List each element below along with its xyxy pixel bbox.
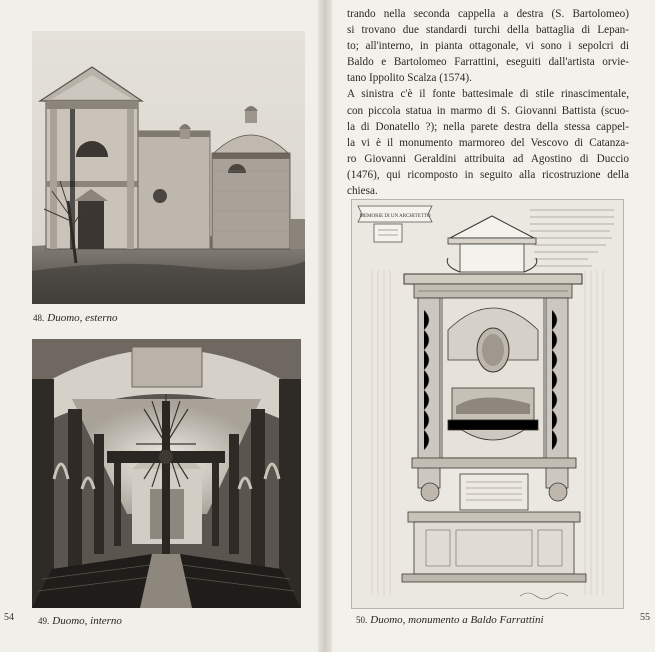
figure-49-caption: [38, 615, 122, 627]
figure-48-number: 48.: [33, 313, 45, 323]
figure-50-number: 50.: [356, 615, 368, 625]
handwritten-notes: [530, 210, 614, 266]
engraving-banner-text: MEMORIE DI UN ARCHITETTO: [359, 214, 431, 219]
banner-scroll: [358, 206, 432, 242]
figure-49-number: 49.: [38, 616, 50, 626]
figure-49-text: Duomo, interno: [52, 615, 122, 627]
monument-engraving-illustration: [352, 200, 623, 608]
page-number-left: 54: [4, 612, 14, 623]
book-gutter: [318, 0, 332, 652]
photo-duomo-exterior: [32, 31, 305, 304]
paragraph-1: [347, 6, 629, 86]
text-line: si trovano due standardi turchi della battaglia di Lepan-: [347, 24, 629, 37]
figure-50-text: Duomo, monumento a Baldo Farrattini: [370, 614, 544, 626]
text-line: tano Ippolito Scalza (1574).: [347, 72, 472, 85]
page-number-right: 55: [640, 612, 650, 623]
figure-50-caption: [356, 614, 544, 626]
paragraph-2: [347, 86, 629, 199]
text-line: con piccola statua in marmo di S. Giovanni Battista (scuo-: [347, 104, 629, 117]
figure-48-caption: [33, 312, 118, 324]
engraving-monument: [351, 199, 624, 609]
text-line: la vi è il monumento marmoreo del Vescovo di Catanza-: [347, 136, 629, 149]
photo-duomo-interior: [32, 339, 301, 608]
text-line: ro Giovanni Geraldini attribuita ad Agostino di Duccio: [347, 152, 629, 165]
text-line: to; all'interno, in pianta ottagonale, vi sono i sepolcri di: [347, 40, 629, 53]
text-line: Baldo e Bartolomeo Farrattini, eseguiti dall'artista orvie-: [347, 56, 629, 69]
text-line: (1476), qui ricomposto in seguito alla ricostruzione della: [347, 168, 629, 181]
duomo-interior-illustration: [32, 339, 301, 608]
text-line: chiesa.: [347, 185, 378, 198]
text-line: A sinistra c'è il fonte battesimale di stile rinascimentale,: [347, 88, 629, 101]
body-text: [347, 6, 629, 199]
text-line: trando nella seconda cappella a destra (S. Bartolomeo): [347, 8, 629, 20]
figure-48-text: Duomo, esterno: [47, 312, 118, 324]
text-line: la di Donatello ?); nella parete destra della stessa cappel-: [347, 120, 629, 133]
duomo-exterior-illustration: [32, 31, 305, 304]
